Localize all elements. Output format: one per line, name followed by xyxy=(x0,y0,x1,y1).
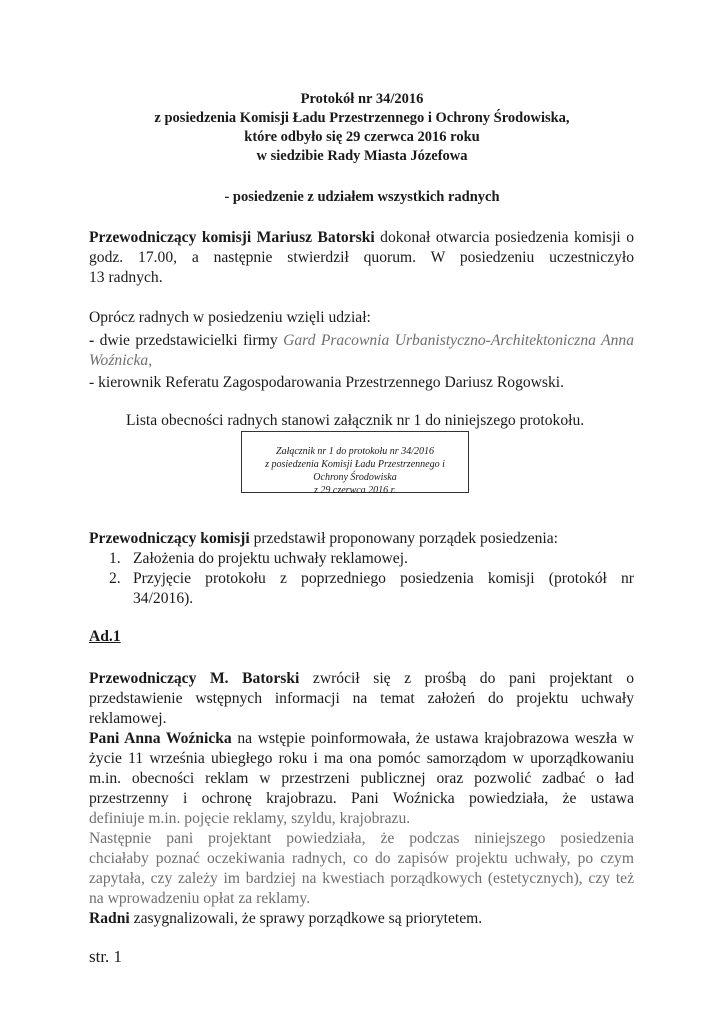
opening-line-2: godz. 17.00, a następnie stwierdził quorum. W posiedzeniu uczestniczyło xyxy=(89,249,634,266)
agenda-item-2-number: 2. xyxy=(109,570,121,587)
ad1-p1-line-1 xyxy=(89,669,634,689)
participant-item-2: - kierownik Referatu Zagospodarowania Przestrzennego Dariusz Rogowski. xyxy=(89,374,565,391)
protocol-date: które odbyło się 29 czerwca 2016 roku xyxy=(244,129,480,145)
protocol-title: Protokół nr 34/2016 xyxy=(300,91,424,107)
attachment-line-3: Ochrony Środowiska xyxy=(313,472,397,483)
ad1-p2-line-2: życie 11 września ubiegłego roku i ma ona pomóc samorządom w uporządkowaniu xyxy=(89,750,634,767)
attendance-statement: Lista obecności radnych stanowi załącznik nr 1 do niniejszego protokołu. xyxy=(126,412,585,429)
ad1-p3-line-4: na wprowadzeniu opłat za reklamy. xyxy=(89,890,311,907)
ad1-p2-line-1-text: na wstępie poinformowała, że ustawa krajobrazowa weszła w xyxy=(231,730,634,747)
attachment-line-1: Załącznik nr 1 do protokołu nr 34/2016 xyxy=(276,446,434,457)
company-name: Gard Pracownia Urbanistyczno-Architektoniczna Anna xyxy=(283,332,634,349)
protocol-subtitle: - posiedzenie z udziałem wszystkich radnych xyxy=(224,189,500,205)
company-name-continued: Woźnicka, xyxy=(89,352,153,369)
ad1-p1-line-2: przedstawienie wstępnych informacji na temat założeń do projektu uchwały xyxy=(89,690,634,707)
agenda-item-1-number: 1. xyxy=(109,550,121,567)
ad1-p2-line-3: m.in. obecności reklam w przestrzeni publicznej oraz pozwolić zadbać o ład xyxy=(89,770,634,787)
ad1-p4 xyxy=(89,909,482,929)
ad1-p3-line-2: chciałaby poznać oczekiwania radnych, co do zapisów projektu uchwały, po czym xyxy=(89,850,634,867)
ad1-p1-line-3: reklamowej. xyxy=(89,710,167,727)
ad1-p1-speaker: Przewodniczący M. Batorski xyxy=(89,670,300,687)
page-number: str. 1 xyxy=(89,947,123,966)
participant-item-1-dash: - xyxy=(89,332,95,349)
attachment-line-4: z 29 czerwca 2016 r. xyxy=(314,485,396,496)
ad1-p2-line-1 xyxy=(89,729,634,749)
agenda-intro-bold: Przewodniczący komisji xyxy=(89,530,250,547)
ad1-p2-line-5: definiuje m.in. pojęcie reklamy, szyldu, krajobrazu. xyxy=(89,810,411,827)
section-heading-ad1: Ad.1 xyxy=(89,628,121,645)
protocol-location: w siedzibie Rady Miasta Józefowa xyxy=(256,148,468,164)
ad1-p2-speaker: Pani Anna Woźnicka xyxy=(89,730,232,747)
agenda-item-2-continued: 34/2016). xyxy=(133,590,194,607)
ad1-p3-line-1: Następnie pani projektant powiedziała, że podczas niniejszego posiedzenia xyxy=(89,830,634,847)
protocol-commission: z posiedzenia Komisji Ładu Przestrzennego i Ochrony Środowiska, xyxy=(154,110,570,126)
opening-line-1 xyxy=(89,228,634,248)
opening-line-1-text: dokonał otwarcia posiedzenia komisji o xyxy=(374,229,634,246)
ad1-p4-speaker: Radni xyxy=(89,910,130,927)
participants-intro: Oprócz radnych w posiedzeniu wzięli udział: xyxy=(89,309,371,326)
attachment-stamp xyxy=(241,431,469,496)
ad1-p2-line-4: przestrzenny i ochronę krajobrazu. Pani Woźnicka powiedziała, że ustawa xyxy=(89,790,634,807)
agenda-item-2: Przyjęcie protokołu z poprzedniego posiedzenia komisji (protokół nr xyxy=(133,570,634,587)
opening-line-3: 13 radnych. xyxy=(89,269,163,286)
ad1-p3-line-3: zapytała, czy zależy im bardziej na kwestiach porządkowych (estetycznych), czy też xyxy=(89,870,634,887)
agenda-item-1: Założenia do projektu uchwały reklamowej. xyxy=(133,550,408,567)
participant-item-1 xyxy=(89,331,634,351)
chairman-name: Przewodniczący komisji Mariusz Batorski xyxy=(89,229,375,246)
ad1-p1-line-1-text: zwrócił się z prośbą do pani projektant o xyxy=(299,670,634,687)
agenda-intro-text: przedstawił proponowany porządek posiedzenia: xyxy=(249,530,558,547)
ad1-p4-text: zasygnalizowali, że sprawy porządkowe są priorytetem. xyxy=(129,910,483,927)
participant-item-1-text: dwie przedstawicielki firmy xyxy=(94,332,284,349)
agenda-intro xyxy=(89,529,558,549)
attachment-line-2: z posiedzenia Komisji Ładu Przestrzennego i xyxy=(265,459,445,470)
